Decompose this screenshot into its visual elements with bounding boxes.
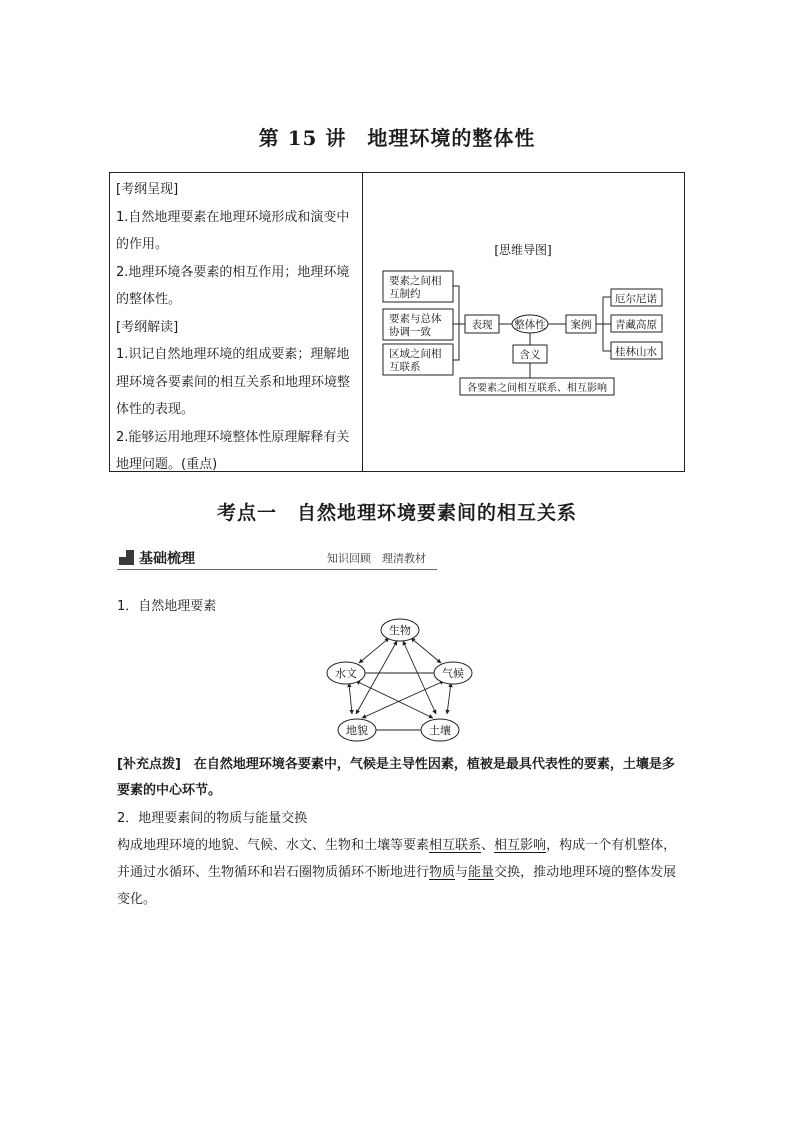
underlined-term: 相互影响 <box>494 838 547 853</box>
elements-diagram <box>320 615 480 745</box>
mindmap-box-2-line-2: 协调一致 <box>389 326 431 338</box>
para-text: 、 <box>481 838 495 853</box>
label-soil: 土壤 <box>429 724 451 737</box>
mindmap-box-1-line-2: 互制约 <box>389 288 421 300</box>
arrow-climate-soil <box>447 683 451 714</box>
label-biology: 生物 <box>389 624 411 637</box>
note-text: 在自然地理环境各要素中，气候是主导性因素，植被是最具代表性的要素，土壤是多要素的中心环节。 <box>117 757 675 798</box>
note-label: [补充点拨] <box>117 757 181 772</box>
mindmap-heading: [思维导图] <box>494 243 552 257</box>
syllabus-item-2: 2.地理环境各要素的相互作用；地理环境的整体性。 <box>116 264 350 307</box>
basis-subtitle: 知识回顾 理清教材 <box>327 552 426 565</box>
mindmap-biaoxian: 表现 <box>471 319 493 331</box>
syllabus-heading: [考纲呈现] <box>116 182 179 197</box>
syllabus-item-1: 1.自然地理要素在地理环境形成和演变中的作用。 <box>116 209 350 252</box>
interpretation-item-2: 2.能够运用地理环境整体性原理解释有关地理问题。(重点) <box>116 429 350 472</box>
arrow-bio-hydro <box>359 638 389 663</box>
underlined-term: 能量 <box>468 865 495 880</box>
syllabus-cell <box>110 173 363 471</box>
label-climate: 气候 <box>442 667 464 680</box>
interpretation-heading: [考纲解读] <box>116 319 179 335</box>
underlined-term: 相互联系 <box>429 838 482 853</box>
divider <box>117 569 437 570</box>
arrow-climate-landform <box>362 681 444 718</box>
mindmap-box-2-line-1: 要素与总体 <box>389 313 442 325</box>
para-text: 构成地理环境的地貌、气候、水文、生物和土壤等要素 <box>117 838 430 853</box>
mindmap-center: 整体性 <box>514 319 546 331</box>
mind-map-diagram <box>363 173 684 471</box>
page-title: 第 15 讲 地理环境的整体性 <box>258 126 536 150</box>
section-title: 考点一 自然地理环境要素间的相互关系 <box>216 502 577 524</box>
label-landform: 地貌 <box>346 724 368 737</box>
para-text: 交换，推动地理环境的整体发展变化。 <box>117 865 677 907</box>
mindmap-bottom: 各要素之间相互联系、相互影响 <box>467 383 607 394</box>
mindmap-case-2: 青藏高原 <box>615 319 657 331</box>
mindmap-anli: 案例 <box>570 319 592 331</box>
mindmap-box-3-line-2: 互联系 <box>389 361 421 373</box>
interpretation-item-1: 1.识记自然地理环境的组成要素；理解地理环境各要素间的相互关系和地理环境整体性的表现。 <box>116 347 351 417</box>
mindmap-box-3-line-1: 区域之间相 <box>389 348 442 360</box>
item-2-heading: 2．地理要素间的物质与能量交换 <box>117 811 308 826</box>
body-paragraph <box>117 832 682 913</box>
mindmap-left-bracket <box>453 286 465 360</box>
underlined-term: 物质 <box>429 865 456 880</box>
mindmap-right-bracket <box>596 297 611 351</box>
arrow-hydro-soil <box>356 681 433 718</box>
para-text: 与 <box>455 865 469 880</box>
supplement-note <box>117 752 682 804</box>
label-hydrology: 水文 <box>335 667 357 680</box>
arrow-hydro-landform <box>349 683 352 714</box>
arrow-bio-soil <box>403 641 436 714</box>
square-icon-cut <box>119 550 126 557</box>
para-text: ，构成一个有机整体，并通过水循环、生物循环和岩石圈物质循环不断地进行 <box>117 838 677 880</box>
mindmap-case-3: 桂林山水 <box>615 346 657 358</box>
item-1-heading: 1．自然地理要素 <box>117 599 217 614</box>
mindmap-box-1-line-1: 要素之间相 <box>389 275 442 287</box>
basis-title: 基础梳理 <box>139 551 195 567</box>
mindmap-case-1: 厄尔尼诺 <box>615 293 657 305</box>
mindmap-cell <box>363 173 684 471</box>
mindmap-hanyi: 含义 <box>519 349 541 361</box>
arrow-bio-climate <box>411 638 441 663</box>
basis-header <box>117 546 437 576</box>
outline-table <box>109 172 685 472</box>
